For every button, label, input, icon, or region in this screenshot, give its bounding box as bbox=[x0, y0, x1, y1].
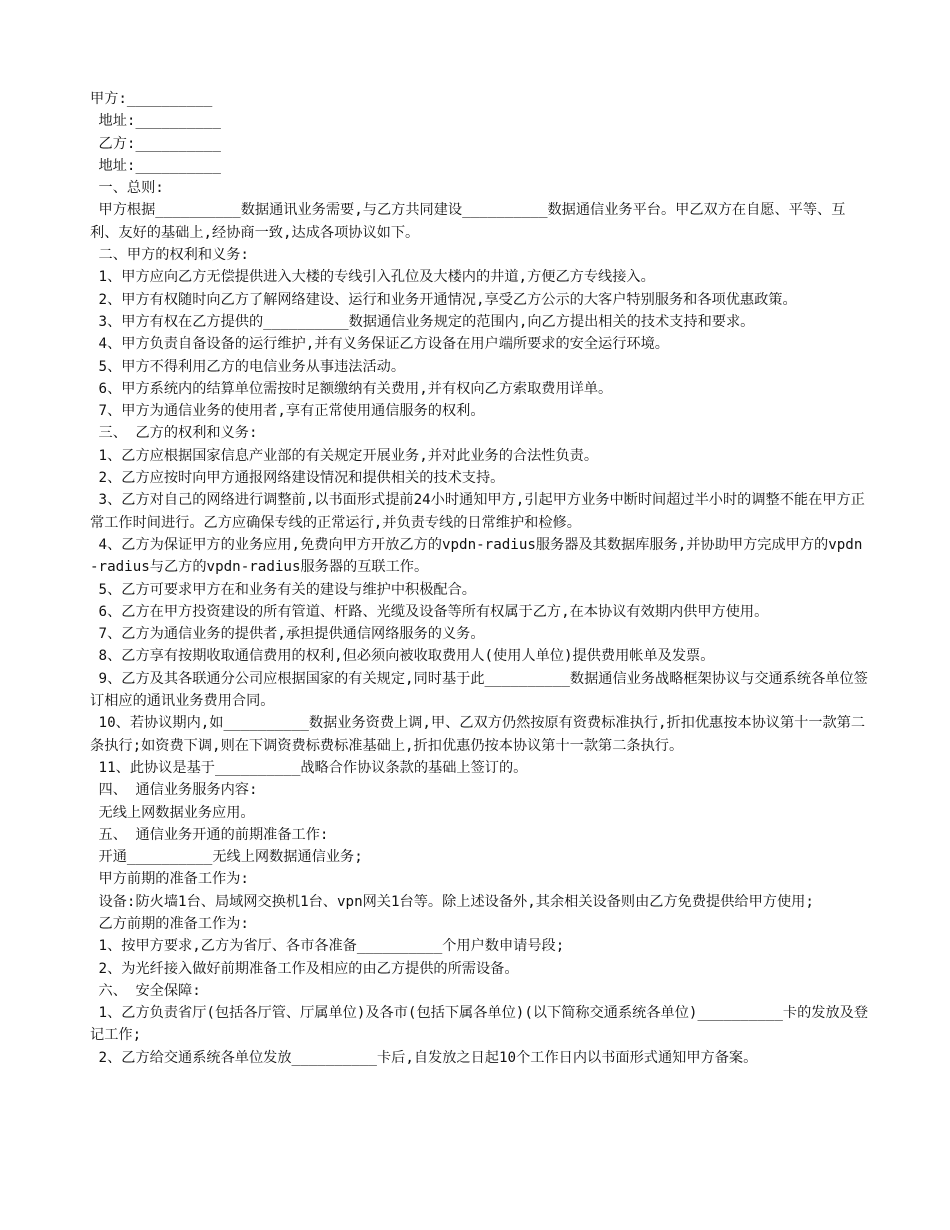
party-a-clause-6: 6、甲方系统内的结算单位需按时足额缴纳有关费用,并有权向乙方索取费用详单。 bbox=[90, 380, 613, 397]
party-b-address-line: 地址:__________ bbox=[90, 157, 221, 174]
party-b-preparation-item-2: 2、为光纤接入做好前期准备工作及相应的由乙方提供的所需设备。 bbox=[90, 960, 519, 977]
party-a-clause-2: 2、甲方有权随时向乙方了解网络建设、运行和业务开通情况,享受乙方公示的大客户特别服务和各项优惠政策。 bbox=[90, 291, 797, 308]
party-b-preparation-heading: 乙方前期的准备工作为: bbox=[90, 915, 249, 932]
section-heading-security: 六、 安全保障: bbox=[90, 982, 201, 999]
party-a-clause-7: 7、甲方为通信业务的使用者,享有正常使用通信服务的权利。 bbox=[90, 403, 485, 420]
preparation-activation-text: 开通__________无线上网数据通信业务; bbox=[90, 849, 363, 866]
party-b-clause-6: 6、乙方在甲方投资建设的所有管道、杆路、光缆及设备等所有权属于乙方,在本协议有效期内供甲方使用。 bbox=[90, 603, 769, 620]
party-b-clause-9: 9、乙方及其各联通分公司应根据国家的有关规定,同时基于此__________数据通信业务战略框架协议与交通系统各单位签订相应的通讯业务费用合同。 bbox=[90, 670, 868, 710]
section-heading-party-a-rights: 二、甲方的权利和义务: bbox=[90, 247, 249, 264]
party-a-clause-1: 1、甲方应向乙方无偿提供进入大楼的专线引入孔位及大楼内的井道,方便乙方专线接入。 bbox=[90, 269, 655, 286]
section-heading-general: 一、总则: bbox=[90, 180, 164, 197]
agreement-document bbox=[90, 88, 870, 1069]
party-b-clause-5: 5、乙方可要求甲方在和业务有关的建设与维护中积极配合。 bbox=[90, 581, 476, 598]
party-b-clause-4: 4、乙方为保证甲方的业务应用,免费向甲方开放乙方的vpdn-radius服务器及其数据库服务,并协助甲方完成甲方的vpdn-radius与乙方的vpdn-radius服务器的互联工作。 bbox=[90, 536, 863, 576]
party-a-preparation-heading: 甲方前期的准备工作为: bbox=[90, 871, 249, 888]
party-a-clause-3: 3、甲方有权在乙方提供的__________数据通信业务规定的范围内,向乙方提出相关的技术支持和要求。 bbox=[90, 313, 755, 330]
party-b-clause-7: 7、乙方为通信业务的提供者,承担提供通信网络服务的义务。 bbox=[90, 626, 485, 643]
service-content-text: 无线上网数据业务应用。 bbox=[90, 804, 255, 821]
party-b-clause-1: 1、乙方应根据国家信息产业部的有关规定开展业务,并对此业务的合法性负责。 bbox=[90, 447, 599, 464]
security-item-1: 1、乙方负责省厅(包括各厅管、厅属单位)及各市(包括下属各单位)(以下简称交通系统各单位)__________卡的发放及登记工作; bbox=[90, 1005, 869, 1044]
party-b-clause-11: 11、此协议是基于__________战略合作协议条款的基础上签订的。 bbox=[90, 759, 528, 776]
section-heading-service-content: 四、 通信业务服务内容: bbox=[90, 782, 258, 799]
section-heading-party-b-rights: 三、 乙方的权利和义务: bbox=[90, 425, 258, 442]
party-b-clause-3: 3、乙方对自己的网络进行调整前,以书面形式提前24小时通知甲方,引起甲方业务中断时间超过半小时的调整不能在甲方正常工作时间进行。乙方应确保专线的正常运行,并负责专线的日常维护和检修。 bbox=[90, 492, 865, 531]
section-heading-preparation: 五、 通信业务开通的前期准备工作: bbox=[90, 826, 329, 843]
party-b-clause-10: 10、若协议期内,如__________数据业务资费上调,甲、乙双方仍然按原有资费标准执行,折扣优惠按本协议第十一款第二条执行;如资费下调,则在下调资费标费标准基础上,折扣优惠仍按本协议第十一款第二条执行。 bbox=[90, 715, 866, 754]
party-a-clause-5: 5、甲方不得利用乙方的电信业务从事违法活动。 bbox=[90, 358, 406, 375]
party-b-clause-2: 2、乙方应按时向甲方通报网络建设情况和提供相关的技术支持。 bbox=[90, 470, 505, 487]
party-b-preparation-item-1: 1、按甲方要求,乙方为省厅、各市各准备__________个用户数申请号段; bbox=[90, 938, 565, 955]
party-a-name-line: 甲方:__________ bbox=[90, 91, 213, 107]
party-a-clause-4: 4、甲方负责自备设备的运行维护,并有义务保证乙方设备在用户端所要求的安全运行环境。 bbox=[90, 336, 669, 353]
party-a-equipment-text: 设备:防火墙1台、局域网交换机1台、vpn网关1台等。除上述设备外,其余相关设备则由乙方免费提供给甲方使用; bbox=[90, 893, 814, 910]
party-b-clause-8: 8、乙方享有按期收取通信费用的权利,但必须向被收取费用人(使用人单位)提供费用帐单及发票。 bbox=[90, 648, 715, 665]
general-paragraph: 甲方根据__________数据通讯业务需要,与乙方共同建设__________数据通信业务平台。甲乙双方在自愿、平等、互利、友好的基础上,经协商一致,达成各项协议如下。 bbox=[90, 202, 846, 241]
party-b-name-line: 乙方:__________ bbox=[90, 135, 221, 152]
party-a-address-line: 地址:__________ bbox=[90, 113, 221, 130]
security-item-2: 2、乙方给交通系统各单位发放__________卡后,自发放之日起10个工作日内以书面形式通知甲方备案。 bbox=[90, 1049, 758, 1066]
